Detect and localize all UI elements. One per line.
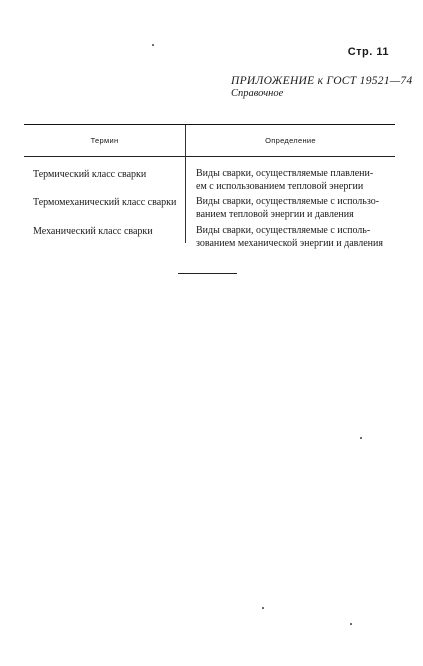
definition-cell (196, 225, 391, 250)
definition-cell (196, 196, 391, 221)
definition-line: Виды сварки, осуществляемые с использо- (196, 196, 380, 207)
table-top-rule (24, 124, 395, 125)
term-cell: Термический класс сварки (33, 169, 147, 180)
definition-cell (196, 168, 391, 193)
term-cell: Термомеханический класс сварки (33, 197, 177, 208)
page-number: Стр. 11 (347, 46, 389, 58)
definition-line: ем с использованием тепловой энергии (196, 180, 364, 192)
definition-line: ванием тепловой энергии и давления (196, 208, 354, 220)
scan-speck (152, 44, 154, 46)
header-definition: Определение (265, 136, 316, 145)
scan-speck (360, 437, 362, 439)
definition-line: Виды сварки, осуществляемые плавлени- (196, 168, 374, 179)
definition-line: зованием механической энергии и давления (196, 237, 383, 249)
term-cell: Механический класс сварки (33, 226, 153, 237)
table-header-rule (24, 156, 395, 157)
scan-speck (262, 607, 264, 609)
end-rule (178, 273, 237, 274)
appendix-subtitle: Справочное (231, 88, 284, 99)
header-term: Термин (90, 136, 119, 145)
definition-line: Виды сварки, осуществляемые с исполь- (196, 225, 371, 236)
scan-speck (350, 623, 352, 625)
appendix-title: ПРИЛОЖЕНИЕ к ГОСТ 19521—74 (231, 75, 413, 87)
